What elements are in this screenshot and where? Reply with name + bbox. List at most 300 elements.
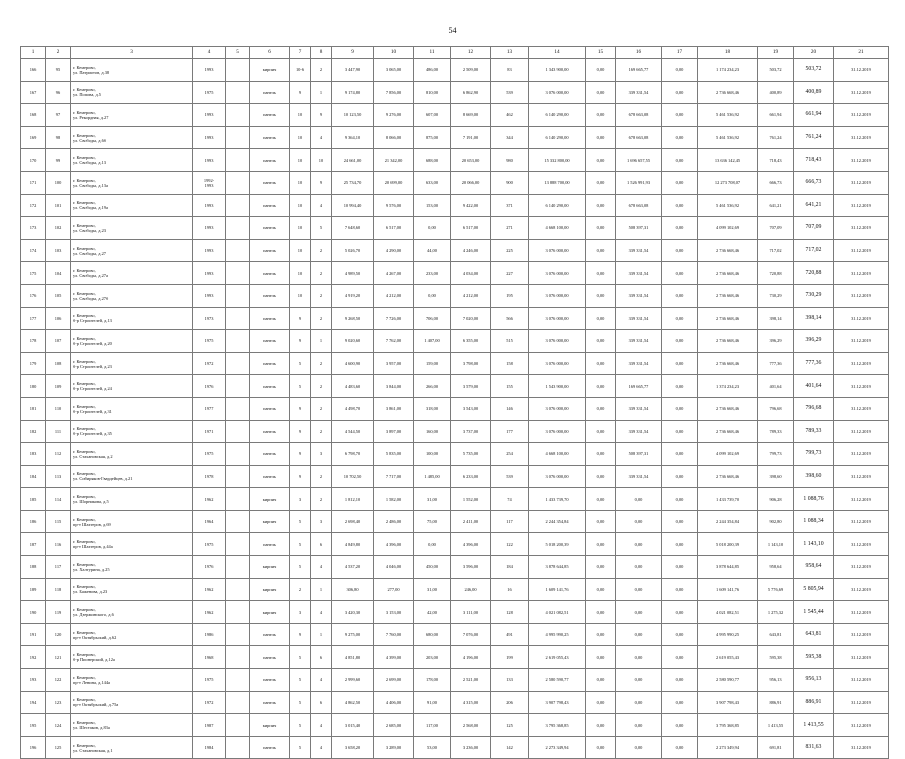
table-cell: 4 — [311, 601, 332, 624]
table-cell: 3 076 000,00 — [529, 397, 586, 420]
table-row — [21, 669, 889, 692]
table-cell: г. Кемерово, ул. Свободы, д.27а — [71, 262, 193, 285]
table-cell — [226, 352, 250, 375]
table-cell: 5 018 200,39 — [529, 533, 586, 556]
table-cell: панель — [250, 217, 290, 240]
table-cell: 1975 — [193, 669, 226, 692]
table-cell: 0,00 — [662, 330, 698, 353]
table-cell: панель — [250, 465, 290, 488]
table-cell — [226, 307, 250, 330]
table-cell: 730,29 — [794, 284, 834, 307]
table-cell: 31.12.2019 — [834, 375, 889, 398]
table-cell: 167 — [21, 81, 46, 104]
table-cell: 1 143,10 — [794, 533, 834, 556]
table-cell: кирпич — [250, 59, 290, 82]
table-cell: 789,33 — [794, 420, 834, 443]
table-cell: 9 — [290, 307, 311, 330]
table-cell: 10 — [290, 171, 311, 194]
table-cell: 2 521,00 — [451, 669, 491, 692]
table-cell: 9 276,00 — [374, 104, 414, 127]
table-cell: 188 — [21, 556, 46, 579]
table-cell: панель — [250, 646, 290, 669]
table-cell: 182 — [21, 420, 46, 443]
table-row — [21, 104, 889, 127]
table-cell: 691,81 — [758, 736, 794, 759]
table-cell: 0,00 — [662, 262, 698, 285]
table-cell: 5 805,94 — [794, 578, 834, 601]
table-cell: 4 995 990,25 — [698, 623, 758, 646]
table-cell: 3 844,00 — [374, 375, 414, 398]
table-cell: 1 143,10 — [758, 533, 794, 556]
table-cell: 4 034,00 — [451, 262, 491, 285]
table-cell: 2 736 668,46 — [698, 352, 758, 375]
table-cell: 3 076 000,00 — [529, 352, 586, 375]
table-cell: 0,00 — [616, 623, 662, 646]
table-row — [21, 556, 889, 579]
table-cell: 6 140 290,00 — [529, 194, 586, 217]
table-cell: 175 — [21, 262, 46, 285]
table-cell: 0,00 — [586, 443, 616, 466]
table-cell: 31.12.2019 — [834, 691, 889, 714]
table-cell: 720,88 — [758, 262, 794, 285]
table-cell: 5 — [290, 714, 311, 737]
table-cell: 193 — [21, 669, 46, 692]
table-cell: 1992- 1993 — [193, 171, 226, 194]
table-cell: 31.12.2019 — [834, 556, 889, 579]
table-cell: 2 736 668,46 — [698, 81, 758, 104]
table-cell: 0,00 — [662, 669, 698, 692]
table-cell: панель — [250, 375, 290, 398]
table-cell: 902,80 — [758, 510, 794, 533]
table-cell: 5 — [290, 691, 311, 714]
table-cell: 178,00 — [414, 669, 451, 692]
table-cell: г. Кемерово, пр-т Шахтеров, д.44а — [71, 533, 193, 556]
table-cell — [226, 669, 250, 692]
table-cell: г. Кемерово, б-р Строителей, д.13 — [71, 307, 193, 330]
table-row — [21, 217, 889, 240]
table-cell: 7 020,00 — [451, 307, 491, 330]
table-cell: 6 — [311, 691, 332, 714]
table-cell: 4 099 102,69 — [698, 443, 758, 466]
table-cell: 641,21 — [794, 194, 834, 217]
column-number: 11 — [414, 47, 451, 59]
table-cell: 109 — [46, 375, 71, 398]
table-cell: 110 — [46, 397, 71, 420]
table-cell: 31.12.2019 — [834, 397, 889, 420]
table-cell: 5 461 536,92 — [698, 104, 758, 127]
table-cell: 3 579,00 — [451, 375, 491, 398]
table-cell: 3 065,00 — [374, 59, 414, 82]
table-cell: 2 685,00 — [374, 714, 414, 737]
table-cell: г. Кемерово, ул. Свободы, д.19а — [71, 194, 193, 217]
table-cell: 0,00 — [414, 284, 451, 307]
table-cell: 1962 — [193, 488, 226, 511]
table-cell: 7 648,60 — [332, 217, 374, 240]
table-cell: 10 123,50 — [332, 104, 374, 127]
table-cell: 6 140 290,00 — [529, 104, 586, 127]
table-cell: 0,00 — [586, 420, 616, 443]
table-cell: 3 907 798,43 — [698, 691, 758, 714]
housing-register-table — [20, 46, 889, 759]
table-cell: 9 275,00 — [332, 623, 374, 646]
table-cell: 1962 — [193, 601, 226, 624]
table-cell: панель — [250, 284, 290, 307]
table-cell: панель — [250, 352, 290, 375]
column-number: 12 — [451, 47, 491, 59]
table-cell: 195 — [491, 284, 529, 307]
table-cell: 108 — [46, 352, 71, 375]
table-cell: 706,00 — [414, 307, 451, 330]
table-cell: панель — [250, 420, 290, 443]
column-number: 16 — [616, 47, 662, 59]
table-cell — [226, 420, 250, 443]
table-cell: г. Кемерово, ул. Сибиряков-Гвардейцев, д.21 — [71, 465, 193, 488]
column-number: 6 — [250, 47, 290, 59]
table-cell: 9 364,10 — [332, 126, 374, 149]
table-row — [21, 330, 889, 353]
table-cell: 3 076 000,00 — [529, 465, 586, 488]
table-cell: 146 — [491, 397, 529, 420]
table-cell: 0,00 — [662, 59, 698, 82]
table-cell — [226, 691, 250, 714]
table-cell: 1973 — [193, 307, 226, 330]
table-cell: 177 — [21, 307, 46, 330]
table-cell: 958,64 — [794, 556, 834, 579]
table-cell: 271 — [491, 217, 529, 240]
table-cell: 246,00 — [451, 578, 491, 601]
table-cell: 339 331,54 — [616, 420, 662, 443]
table-cell: 5 735,00 — [451, 443, 491, 466]
table-cell: 1975 — [193, 443, 226, 466]
table-cell: 31.12.2019 — [834, 420, 889, 443]
table-cell: 398,14 — [758, 307, 794, 330]
table-cell: 0,00 — [616, 556, 662, 579]
table-cell: 96 — [46, 81, 71, 104]
table-cell: 503,72 — [794, 59, 834, 82]
table-cell: 3 543,00 — [451, 397, 491, 420]
table-cell: 31.12.2019 — [834, 149, 889, 172]
table-cell: 189 — [21, 578, 46, 601]
table-cell: г. Кемерово, ул. Свободы, д.23 — [71, 217, 193, 240]
table-cell: 0,00 — [662, 556, 698, 579]
table-cell: 10 — [311, 149, 332, 172]
table-cell: 0,00 — [662, 149, 698, 172]
table-cell — [226, 330, 250, 353]
table-cell: 100,00 — [414, 443, 451, 466]
table-cell: 4 600,90 — [332, 352, 374, 375]
table-cell: 125 — [491, 714, 529, 737]
table-cell: 720,88 — [794, 262, 834, 285]
table-cell: 1968 — [193, 646, 226, 669]
table-cell: 0,00 — [586, 284, 616, 307]
table-cell: 2 509,00 — [451, 59, 491, 82]
table-cell — [226, 443, 250, 466]
table-cell: 186 — [21, 510, 46, 533]
table-cell: 31.12.2019 — [834, 59, 889, 82]
table-cell: 4 862,50 — [332, 691, 374, 714]
table-cell: 0,00 — [662, 352, 698, 375]
table-cell: 4 851,80 — [332, 646, 374, 669]
table-cell: 398,60 — [794, 465, 834, 488]
table-cell: 169 665,77 — [616, 375, 662, 398]
table-cell: 44,00 — [414, 239, 451, 262]
table-cell: 0,00 — [586, 239, 616, 262]
table-cell: 9 576,00 — [374, 194, 414, 217]
column-number: 17 — [662, 47, 698, 59]
table-cell: 595,38 — [758, 646, 794, 669]
table-cell: 10 — [290, 194, 311, 217]
table-cell: 401,64 — [794, 375, 834, 398]
table-cell: 595,38 — [794, 646, 834, 669]
table-cell: 123 — [46, 691, 71, 714]
table-cell: 102 — [46, 217, 71, 240]
table-cell: 5 776,69 — [758, 578, 794, 601]
table-cell: 6 — [311, 646, 332, 669]
table-cell: 0,00 — [586, 533, 616, 556]
table-cell: 718,43 — [758, 149, 794, 172]
column-number: 19 — [758, 47, 794, 59]
table-cell: 3 — [311, 443, 332, 466]
table-cell: г. Кемерово, ул. Свободы, д.6б — [71, 126, 193, 149]
table-cell: 173 — [21, 217, 46, 240]
table-cell: 5 — [290, 510, 311, 533]
table-cell: 339 331,54 — [616, 352, 662, 375]
table-cell: г. Кемерово, б-р Строителей, д.20 — [71, 330, 193, 353]
table-cell: 3 236,00 — [451, 736, 491, 759]
table-cell: 2 486,00 — [374, 510, 414, 533]
table-cell: 2 — [311, 397, 332, 420]
table-cell: 4 — [311, 126, 332, 149]
table-cell — [226, 104, 250, 127]
table-cell: 0,00 — [616, 601, 662, 624]
table-cell: панель — [250, 239, 290, 262]
table-cell: 707,09 — [794, 217, 834, 240]
table-cell — [226, 217, 250, 240]
table-cell: кирпич — [250, 714, 290, 737]
table-cell: 398,60 — [758, 465, 794, 488]
table-cell: 31.12.2019 — [834, 646, 889, 669]
table-cell — [226, 556, 250, 579]
table-cell: 3 076 000,00 — [529, 284, 586, 307]
table-cell: 1976 — [193, 375, 226, 398]
table-cell: 0,00 — [414, 533, 451, 556]
table-cell: 2 568,00 — [451, 714, 491, 737]
table-cell: 515 — [491, 330, 529, 353]
table-cell: 31.12.2019 — [834, 465, 889, 488]
table-cell: 9 422,00 — [451, 194, 491, 217]
table-cell: 643,81 — [758, 623, 794, 646]
table-cell: 0,00 — [662, 307, 698, 330]
table-cell: 886,91 — [758, 691, 794, 714]
column-number: 14 — [529, 47, 586, 59]
table-cell: г. Кемерово, ул. Дзержинского, д.6 — [71, 601, 193, 624]
table-cell: г. Кемерово, б-р Пионерский, д.12а — [71, 646, 193, 669]
table-cell: г. Кемерово, ул. Рекордная, д.27 — [71, 104, 193, 127]
table-cell: 42,00 — [414, 601, 451, 624]
table-cell: 266,00 — [414, 375, 451, 398]
table-cell: 678 663,08 — [616, 104, 662, 127]
table-cell: 1 275,32 — [758, 601, 794, 624]
table-cell: 9 — [290, 420, 311, 443]
table-cell: 4 212,00 — [374, 284, 414, 307]
table-cell: 10 994,40 — [332, 194, 374, 217]
table-cell: 339 331,54 — [616, 284, 662, 307]
table-cell: 7 762,00 — [374, 330, 414, 353]
table-cell: 539 — [491, 81, 529, 104]
table-cell: 3 798,00 — [451, 352, 491, 375]
table-cell: 118 — [46, 578, 71, 601]
table-cell: г. Кемерово, пр-т Шахтеров, д.69 — [71, 510, 193, 533]
table-cell: 9 — [290, 81, 311, 104]
table-cell: 4 396,00 — [451, 533, 491, 556]
table-cell: 3 076 000,00 — [529, 420, 586, 443]
table-cell: 3 — [290, 601, 311, 624]
table-cell: 450,00 — [414, 556, 451, 579]
table-cell: 3 015,40 — [332, 714, 374, 737]
table-cell: 1993 — [193, 262, 226, 285]
table-cell: 121 — [46, 646, 71, 669]
table-cell: 1978 — [193, 465, 226, 488]
table-cell — [226, 126, 250, 149]
table-cell: г. Кемерово, б-р Строителей, д.24 — [71, 375, 193, 398]
table-cell: 10 — [290, 262, 311, 285]
table-cell: 4 399,00 — [374, 646, 414, 669]
table-cell: 339 331,54 — [616, 307, 662, 330]
table-cell: 2 273 349,94 — [529, 736, 586, 759]
table-cell: 3 289,00 — [374, 736, 414, 759]
table-row — [21, 736, 889, 759]
table-cell: 0,00 — [586, 510, 616, 533]
table-cell: 5 — [290, 736, 311, 759]
table-row — [21, 510, 889, 533]
table-cell: 203,00 — [414, 646, 451, 669]
table-cell: 159,00 — [414, 352, 451, 375]
table-cell: 0,00 — [662, 217, 698, 240]
table-cell: 0,00 — [616, 578, 662, 601]
table-cell: 4 290,00 — [374, 239, 414, 262]
table-cell: панель — [250, 262, 290, 285]
table-cell: 4 544,50 — [332, 420, 374, 443]
table-cell: 1 — [311, 623, 332, 646]
table-cell: 4 — [311, 714, 332, 737]
table-cell: 3 658,20 — [332, 736, 374, 759]
table-cell: 7 726,00 — [374, 307, 414, 330]
table-cell: 1993 — [193, 239, 226, 262]
table-cell: 339 331,54 — [616, 81, 662, 104]
table-cell: 97 — [46, 104, 71, 127]
table-cell: 191 — [21, 623, 46, 646]
table-cell: 1 526 991,93 — [616, 171, 662, 194]
table-cell: 717,02 — [794, 239, 834, 262]
table-cell — [226, 510, 250, 533]
table-cell: 1 088,34 — [794, 510, 834, 533]
table-cell: 20 066,00 — [451, 171, 491, 194]
table-cell: 10 — [290, 149, 311, 172]
table-row — [21, 307, 889, 330]
table-cell: панель — [250, 126, 290, 149]
table-cell: 31,00 — [414, 578, 451, 601]
table-cell: 318,00 — [414, 397, 451, 420]
table-cell: 100 — [46, 171, 71, 194]
table-cell: 661,94 — [794, 104, 834, 127]
table-cell: 0,00 — [662, 171, 698, 194]
table-cell: 3 795 368,85 — [698, 714, 758, 737]
table-cell: г. Кемерово, б-р Строителей, д.23 — [71, 352, 193, 375]
table-cell: 106 — [46, 307, 71, 330]
table-cell: 0,00 — [586, 330, 616, 353]
table-cell: 3 447,90 — [332, 59, 374, 82]
table-cell — [226, 81, 250, 104]
table-cell: 4 919,20 — [332, 284, 374, 307]
table-cell: панель — [250, 81, 290, 104]
table-cell: 31.12.2019 — [834, 307, 889, 330]
table-cell: 184 — [491, 556, 529, 579]
table-row — [21, 691, 889, 714]
table-cell: 339 331,54 — [616, 330, 662, 353]
table-cell: 666,73 — [794, 171, 834, 194]
table-cell: 254 — [491, 443, 529, 466]
table-cell: 956,13 — [794, 669, 834, 692]
table-cell: г. Кемерово, б-р Строителей, д.31 — [71, 397, 193, 420]
table-cell: г. Кемерово, пр-т Октябрьский, д.75а — [71, 691, 193, 714]
table-cell: 1993 — [193, 217, 226, 240]
table-cell — [226, 284, 250, 307]
table-cell: 5 018 200,39 — [698, 533, 758, 556]
table-cell: 718,43 — [794, 149, 834, 172]
table-cell: 16 — [491, 578, 529, 601]
table-cell: 4 668 100,00 — [529, 217, 586, 240]
table-cell: 6 233,00 — [451, 465, 491, 488]
table-cell: 0,00 — [616, 488, 662, 511]
table-cell: 3 907 798,43 — [529, 691, 586, 714]
table-cell: 13 888 700,00 — [529, 171, 586, 194]
table-cell: 4 989,50 — [332, 262, 374, 285]
table-cell: 31.12.2019 — [834, 443, 889, 466]
table-cell: панель — [250, 443, 290, 466]
table-cell: г. Кемерово, ул. Патриотов, д.38 — [71, 59, 193, 82]
table-cell: 1993 — [193, 194, 226, 217]
table-cell — [226, 646, 250, 669]
table-cell: 7 760,00 — [374, 623, 414, 646]
table-cell: 643,81 — [794, 623, 834, 646]
table-cell: 183 — [21, 443, 46, 466]
table-cell: 6 355,00 — [451, 330, 491, 353]
table-cell: панель — [250, 194, 290, 217]
table-cell: 3 737,00 — [451, 420, 491, 443]
table-cell — [226, 194, 250, 217]
table-cell — [226, 578, 250, 601]
table-cell: 31.12.2019 — [834, 623, 889, 646]
table-cell: 1975 — [193, 533, 226, 556]
table-row — [21, 262, 889, 285]
table-cell: 1987 — [193, 714, 226, 737]
table-cell: 5 835,00 — [374, 443, 414, 466]
table-cell: 178 — [21, 330, 46, 353]
table-cell: 900 — [491, 171, 529, 194]
table-cell: 31.12.2019 — [834, 533, 889, 556]
table-cell: 0,00 — [586, 375, 616, 398]
table-cell: 168 — [21, 104, 46, 127]
table-cell: 0,00 — [662, 736, 698, 759]
table-cell: 0,00 — [586, 488, 616, 511]
table-cell: 1993 — [193, 126, 226, 149]
table-cell: 6 517,00 — [374, 217, 414, 240]
table-cell: 539 — [491, 465, 529, 488]
table-cell: 777,36 — [794, 352, 834, 375]
table-cell: 120 — [46, 623, 71, 646]
table-cell: 2 — [311, 375, 332, 398]
column-number-row — [21, 47, 889, 59]
